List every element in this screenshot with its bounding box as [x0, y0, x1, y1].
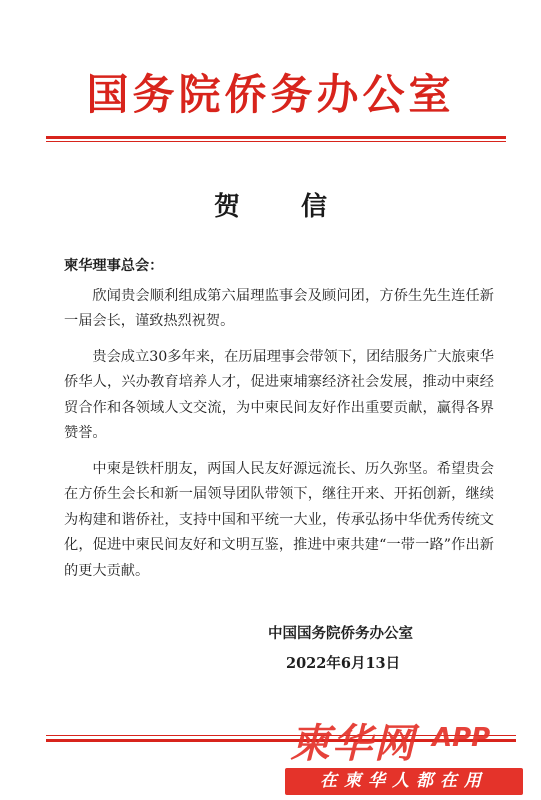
signature-date: 2022年6月13日 — [286, 655, 401, 672]
watermark-app-label: APP — [432, 723, 491, 753]
letterhead-org-name: 国务院侨务办公室 — [86, 70, 455, 119]
letterhead-rule-thick — [46, 136, 506, 139]
signature-org: 中国国务院侨务办公室 — [268, 625, 413, 642]
document-title: 贺 信 — [213, 192, 354, 222]
paragraph-2: 贵会成立30多年来，在历届理事会带领下，团结服务广大旅柬华侨华人，兴办教育培养人才，促进柬埔寨经济社会发展，推动中柬经贸合作和各领域人文交流，为中柬民间友好作出重要贡献，赢得各界赞誉。 — [64, 348, 494, 441]
watermark-logo: 柬华网 — [290, 721, 416, 767]
salutation: 柬华理事总会： — [64, 258, 164, 274]
watermark-slogan: 在柬华人都在用 — [285, 768, 523, 795]
letter-body — [64, 254, 494, 594]
paragraph-3: 中柬是铁杆朋友，两国人民友好源远流长、历久弥坚。希望贵会在方侨生会长和新一届领导团队带领下，继往开来、开拓创新，继续为构建和谐侨社，支持中国和平统一大业，传承弘扬中华优秀传统文化，促进中柬民间友好和文明互鉴，推进中柬共建“一带一路”作出新的更大贡献。 — [64, 460, 494, 579]
letterhead-rule-thin — [46, 141, 506, 142]
paragraph-1: 欣闻贵会顺利组成第六届理监事会及顾问团，方侨生先生连任新一届会长，谨致热烈祝贺。 — [64, 287, 494, 329]
